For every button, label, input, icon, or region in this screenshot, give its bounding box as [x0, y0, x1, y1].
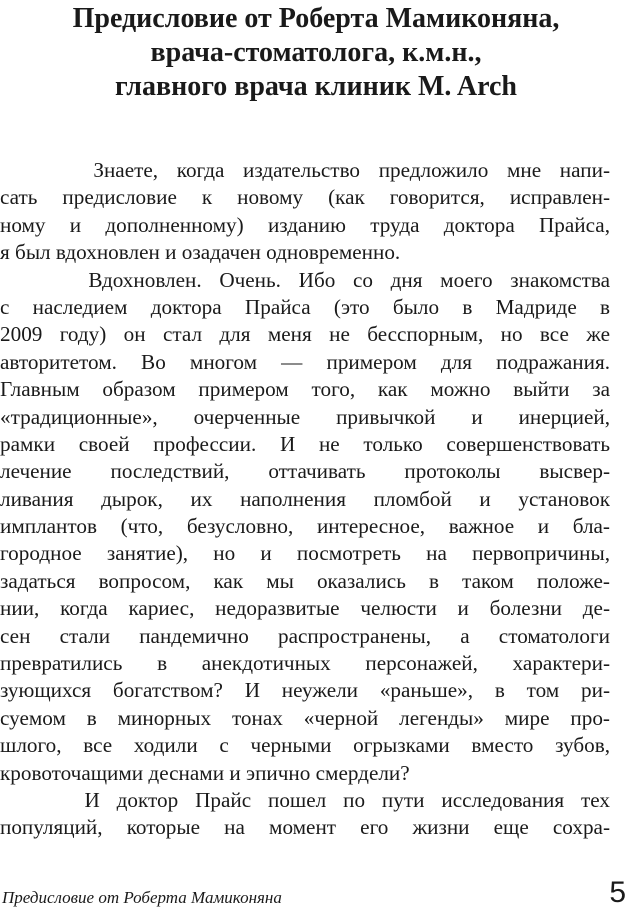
text-line: ному и дополненному) изданию труда доктора Прайса, — [0, 212, 610, 237]
text-line: ливания дырок, их наполнения пломбой и установок — [0, 486, 610, 511]
text-line: Главным образом примером того, как можно выйти за — [0, 377, 610, 402]
text-line: нии, когда кариес, недоразвитые челюсти и болезни де- — [0, 596, 610, 621]
body-text — [0, 157, 610, 842]
text-line: сен стали пандемично распространены, а стоматологи — [0, 623, 610, 648]
running-footer-title: Предисловие от Роберта Мамиконяна — [2, 888, 282, 907]
text-line: кровоточащими деснами и эпично смердели? — [0, 760, 410, 785]
text-line: сать предисловие к новому (как говорится, исправлен- — [0, 185, 610, 210]
text-line: зующихся богатством? И неужели «раньше», в том ри- — [0, 678, 610, 703]
text-line: лечение последствий, оттачивать протоколы высвер- — [0, 459, 610, 484]
text-line: Вдохновлен. Очень. Ибо со дня моего знакомства — [0, 267, 610, 292]
text-line: И доктор Прайс пошел по пути исследования тех — [0, 787, 610, 812]
title-line-2: врача-стоматолога, к.м.н., — [150, 37, 482, 68]
page-number: 5 — [609, 876, 626, 909]
text-line: 2009 году) он стал для меня не бесспорным, но все же — [0, 322, 610, 347]
page-title — [0, 2, 632, 104]
text-line: задаться вопросом, как мы оказались в таком положе- — [0, 568, 610, 593]
text-line: превратились в анекдотичных персонажей, характери- — [0, 651, 610, 676]
text-line: рамки своей профессии. И не только совершенствовать — [0, 431, 610, 456]
text-line: Знаете, когда издательство предложило мне напи- — [0, 158, 610, 182]
text-line: я был вдохновлен и озадачен одновременно. — [0, 240, 401, 265]
text-line: «традиционные», очерченные привычкой и инерцией, — [0, 404, 610, 429]
text-line: шлого, все ходили с черными огрызками вместо зубов, — [0, 733, 610, 758]
text-line: с наследием доктора Прайса (это было в Мадриде в — [0, 294, 610, 319]
title-line-3: главного врача клиник M. Arch — [114, 71, 518, 102]
text-line: суемом в минорных тонах «черной легенды» мире про- — [0, 705, 610, 730]
title-line-1: Предисловие от Роберта Мамиконяна, — [72, 3, 560, 34]
text-line: имплантов (что, безусловно, интересное, важное и бла- — [0, 514, 610, 539]
text-line: популяций, которые на момент его жизни еще сохра- — [0, 815, 610, 840]
text-line: авторитетом. Во многом — примером для подражания. — [0, 349, 610, 374]
text-line: городное занятие), но и посмотреть на первопричины, — [0, 541, 610, 566]
